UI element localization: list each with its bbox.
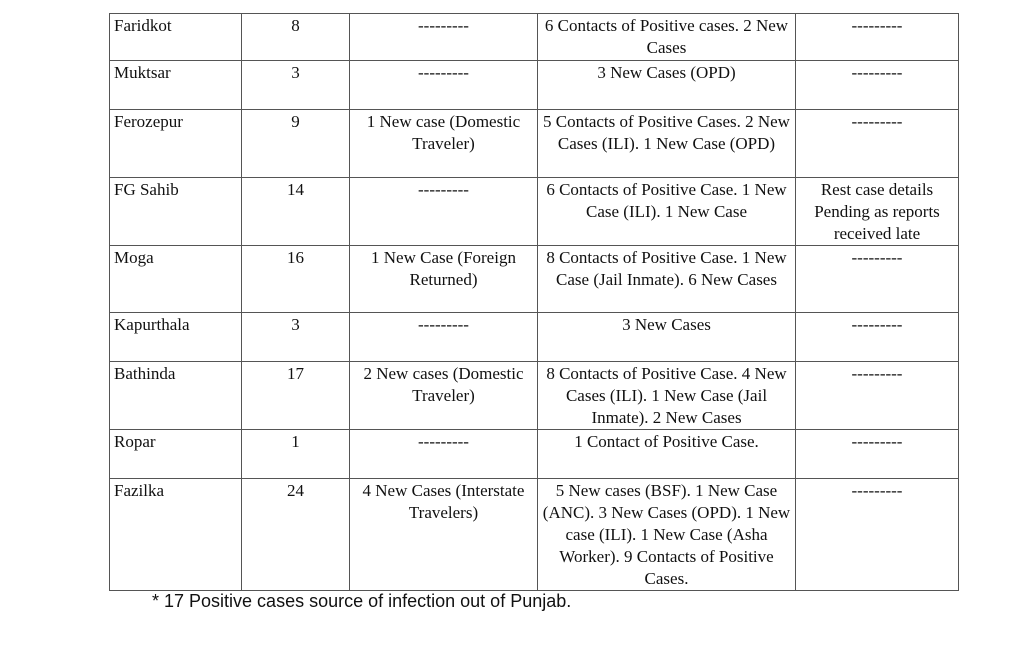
- district-cell: Kapurthala: [110, 313, 242, 362]
- local-cases-cell: 8 Contacts of Positive Case. 4 New Cases (ILI). 1 New Case (Jail Inmate). 2 New Cases: [538, 362, 796, 430]
- district-cases-table: [109, 13, 959, 591]
- table-row: [110, 246, 959, 313]
- table-row: [110, 178, 959, 246]
- district-cell: Ferozepur: [110, 110, 242, 178]
- remarks-cell: ---------: [796, 313, 959, 362]
- district-cell: FG Sahib: [110, 178, 242, 246]
- footnote: * 17 Positive cases source of infection out of Punjab.: [152, 591, 572, 611]
- table-row: [110, 362, 959, 430]
- travel-cases-cell: 4 New Cases (Interstate Travelers): [350, 479, 538, 591]
- travel-cases-cell: 2 New cases (Domestic Traveler): [350, 362, 538, 430]
- district-cell: Bathinda: [110, 362, 242, 430]
- table-row: [110, 479, 959, 591]
- case-count-cell: 24: [242, 479, 350, 591]
- case-count-cell: 14: [242, 178, 350, 246]
- travel-cases-cell: ---------: [350, 430, 538, 479]
- case-count-cell: 8: [242, 14, 350, 61]
- case-count-cell: 16: [242, 246, 350, 313]
- case-count-cell: 3: [242, 61, 350, 110]
- remarks-cell: ---------: [796, 362, 959, 430]
- case-count-cell: 1: [242, 430, 350, 479]
- case-count-cell: 9: [242, 110, 350, 178]
- district-cell: Moga: [110, 246, 242, 313]
- local-cases-cell: 5 New cases (BSF). 1 New Case (ANC). 3 New Cases (OPD). 1 New case (ILI). 1 New Case (Asha Worker). 9 Contacts of Positive Cases.: [538, 479, 796, 591]
- table-row: [110, 14, 959, 61]
- local-cases-cell: 6 Contacts of Positive cases. 2 New Cases: [538, 14, 796, 61]
- table-row: [110, 430, 959, 479]
- table-row: [110, 313, 959, 362]
- local-cases-cell: 3 New Cases (OPD): [538, 61, 796, 110]
- table-row: [110, 61, 959, 110]
- travel-cases-cell: 1 New case (Domestic Traveler): [350, 110, 538, 178]
- travel-cases-cell: ---------: [350, 61, 538, 110]
- remarks-cell: ---------: [796, 430, 959, 479]
- district-cell: Ropar: [110, 430, 242, 479]
- case-count-cell: 3: [242, 313, 350, 362]
- travel-cases-cell: ---------: [350, 14, 538, 61]
- local-cases-cell: 3 New Cases: [538, 313, 796, 362]
- travel-cases-cell: ---------: [350, 178, 538, 246]
- remarks-cell: ---------: [796, 110, 959, 178]
- travel-cases-cell: 1 New Case (Foreign Returned): [350, 246, 538, 313]
- local-cases-cell: 5 Contacts of Positive Cases. 2 New Cases (ILI). 1 New Case (OPD): [538, 110, 796, 178]
- case-count-cell: 17: [242, 362, 350, 430]
- remarks-cell: ---------: [796, 14, 959, 61]
- local-cases-cell: 1 Contact of Positive Case.: [538, 430, 796, 479]
- local-cases-cell: 8 Contacts of Positive Case. 1 New Case (Jail Inmate). 6 New Cases: [538, 246, 796, 313]
- district-cell: Faridkot: [110, 14, 242, 61]
- district-cell: Fazilka: [110, 479, 242, 591]
- remarks-cell: ---------: [796, 246, 959, 313]
- table-row: [110, 110, 959, 178]
- remarks-cell: ---------: [796, 61, 959, 110]
- travel-cases-cell: ---------: [350, 313, 538, 362]
- remarks-cell: ---------: [796, 479, 959, 591]
- local-cases-cell: 6 Contacts of Positive Case. 1 New Case (ILI). 1 New Case: [538, 178, 796, 246]
- remarks-cell: Rest case details Pending as reports received late: [796, 178, 959, 246]
- district-cell: Muktsar: [110, 61, 242, 110]
